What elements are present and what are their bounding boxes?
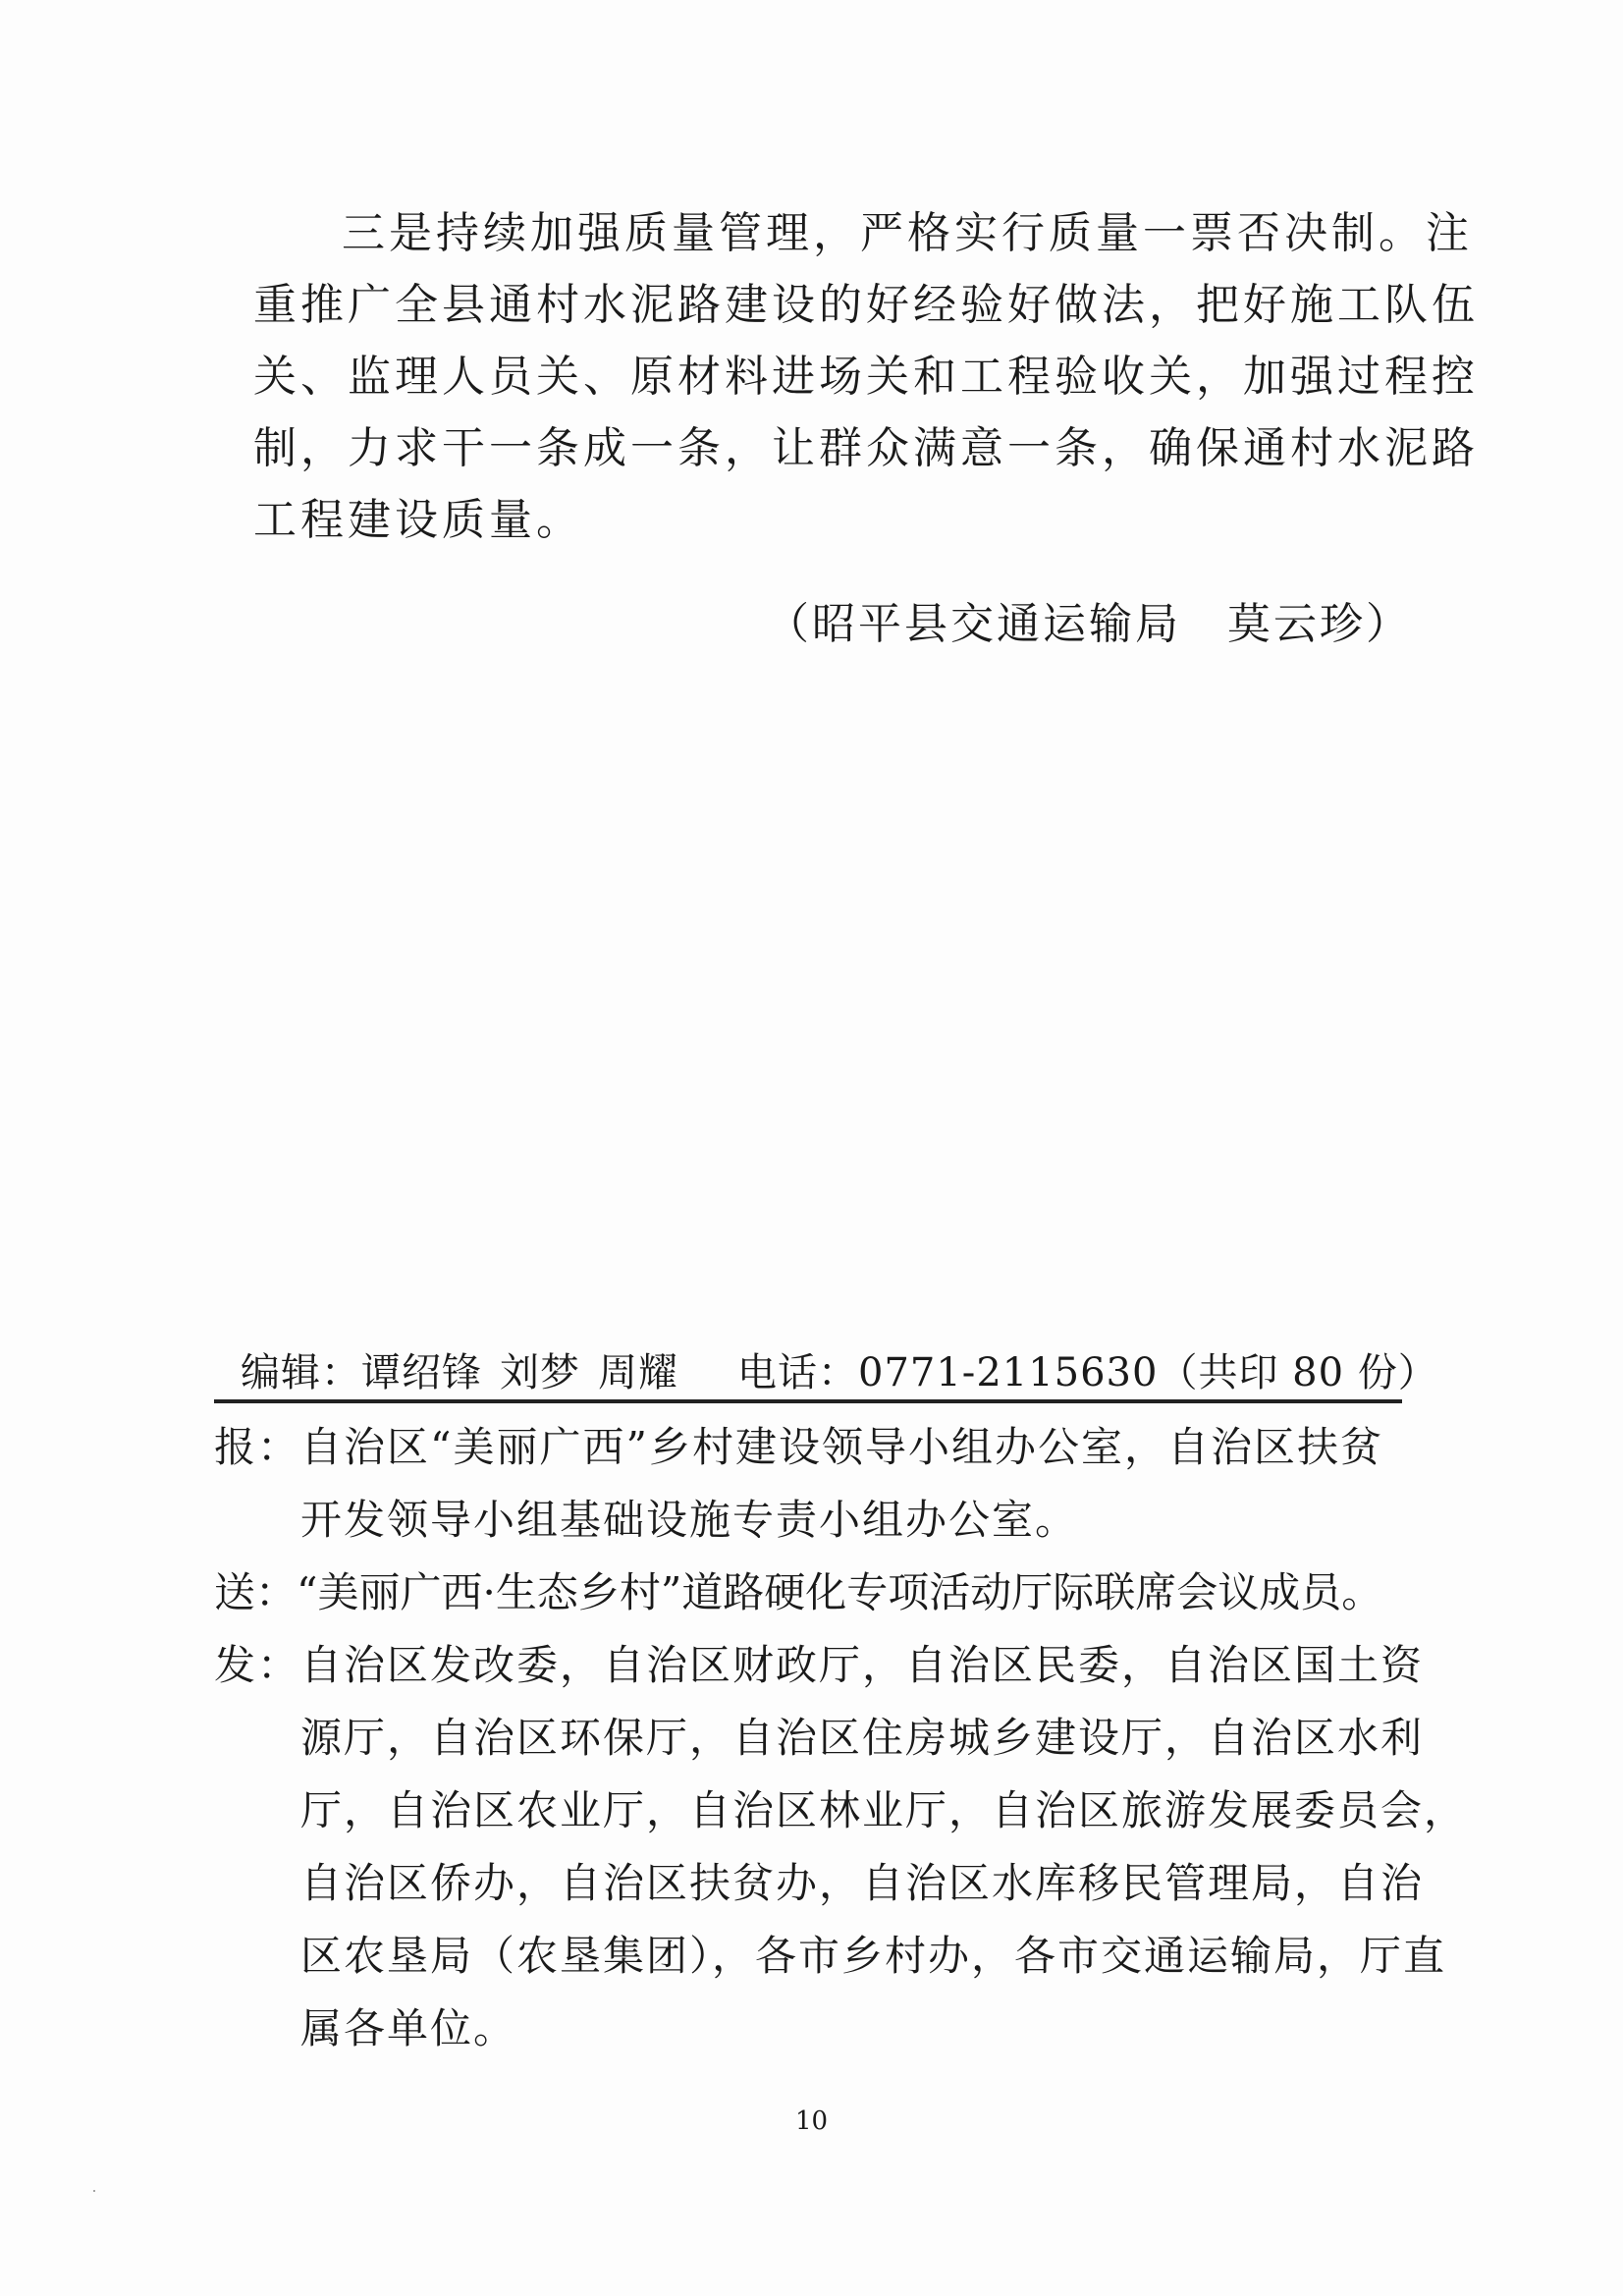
editor-name: 刘梦	[500, 1350, 580, 1395]
issue-line-5: 区农垦局（农垦集团），各市乡村办，各市交通运输局，厅直	[300, 1932, 1447, 1980]
report-line-2: 开发领导小组基础设施专责小组办公室。	[300, 1496, 1079, 1544]
editor-label: 编辑：	[241, 1350, 361, 1395]
phone-label: 电话：	[737, 1350, 858, 1395]
issue-line-6: 属各单位。	[300, 2004, 517, 2052]
editor-contact-line	[241, 1345, 1438, 1400]
phone-number: 0771-2115630	[858, 1350, 1159, 1395]
copies-count: （共印 80 份）	[1158, 1350, 1438, 1395]
report-line-1: 报：自治区“美丽广西”乡村建设领导小组办公室，自治区扶贫	[214, 1423, 1383, 1471]
issue-line-2: 源厅，自治区环保厅，自治区住房城乡建设厅，自治区水利	[300, 1714, 1425, 1762]
page-number: 10	[795, 2106, 829, 2136]
body-line-2: 重推广全县通村水泥路建设的好经验好做法，把好施工队伍	[253, 280, 1479, 330]
editor-name: 谭绍锋	[361, 1350, 482, 1395]
issue-line-4: 自治区侨办，自治区扶贫办，自治区水库移民管理局，自治	[300, 1859, 1425, 1907]
editor-name: 周耀	[598, 1350, 678, 1395]
body-line-1: 三是持续加强质量管理，严格实行质量一票否决制。注	[342, 208, 1473, 258]
send-line: 送：“美丽广西·生态乡村”道路硬化专项活动厅际联席会议成员。	[214, 1568, 1383, 1616]
issue-line-3: 厅，自治区农业厅，自治区林业厅，自治区旅游发展委员会，	[300, 1786, 1468, 1834]
issue-line-1: 发：自治区发改委，自治区财政厅，自治区民委，自治区国土资	[214, 1641, 1425, 1689]
author-signature: （昭平县交通运输局 莫云珍）	[766, 599, 1412, 649]
scan-artifact	[93, 2190, 95, 2192]
footer-divider	[214, 1399, 1402, 1403]
body-line-5: 工程建设质量。	[253, 495, 583, 545]
body-line-3: 关、监理人员关、原材料进场关和工程验收关，加强过程控	[253, 352, 1479, 402]
body-line-4: 制，力求干一条成一条，让群众满意一条，确保通村水泥路	[253, 423, 1479, 473]
